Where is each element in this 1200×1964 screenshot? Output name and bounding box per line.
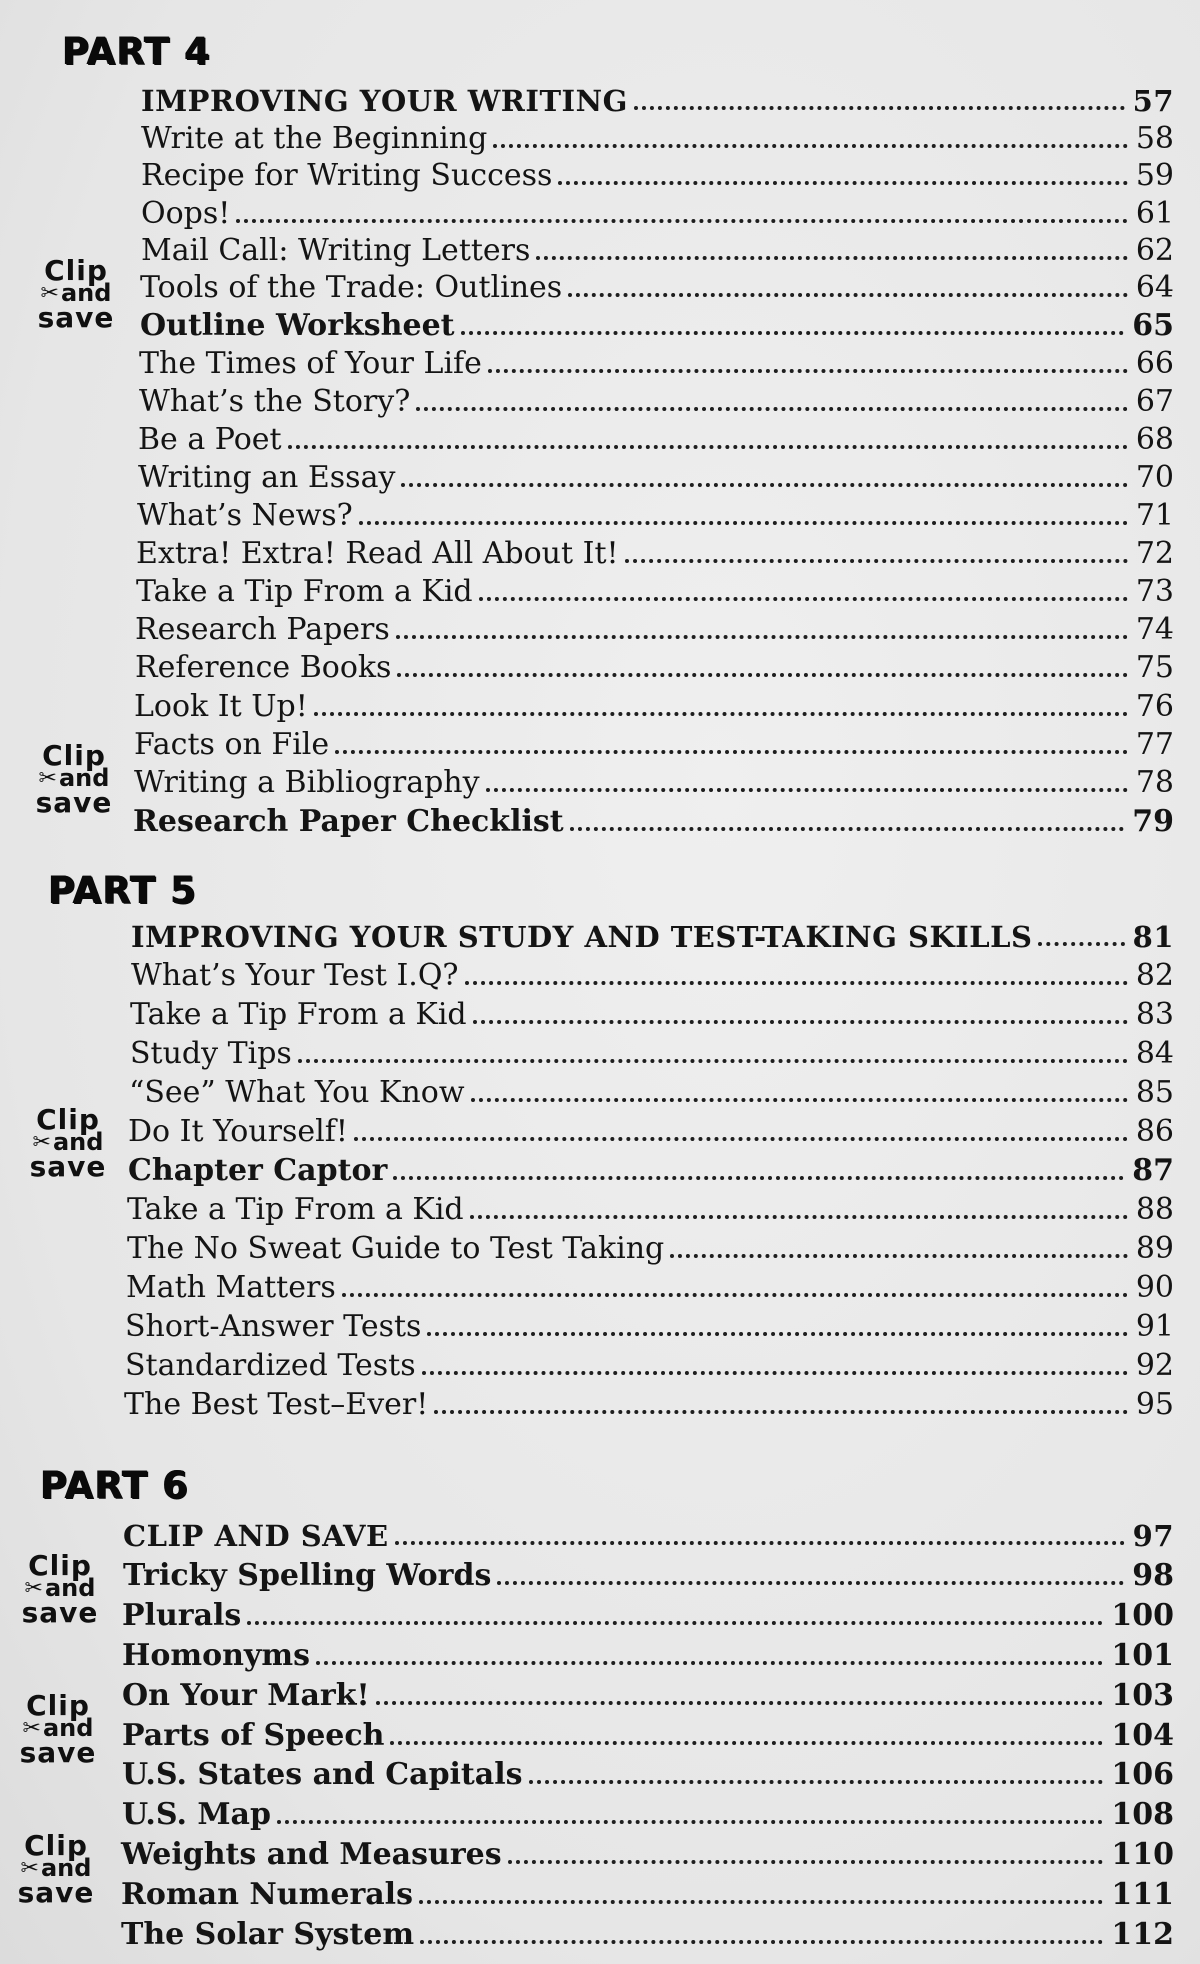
dot-leader	[465, 981, 1128, 985]
scissors-icon: ✂	[24, 1576, 43, 1602]
entry-title: Research Paper Checklist	[133, 804, 564, 839]
clip-and-save-badge	[30, 254, 122, 334]
toc-entry[interactable]	[122, 1635, 1174, 1671]
entry-title: Take a Tip From a Kid	[130, 997, 467, 1032]
dot-leader	[422, 1371, 1128, 1375]
dot-leader	[298, 1059, 1128, 1063]
dot-leader	[277, 1820, 1103, 1824]
dot-leader	[493, 144, 1128, 148]
clip-word: Clip	[24, 1829, 88, 1862]
toc-entry[interactable]	[121, 1874, 1174, 1910]
entry-page: 58	[1135, 121, 1174, 156]
toc-entry[interactable]	[141, 155, 1174, 191]
entry-page: 72	[1135, 536, 1174, 571]
save-word: save	[17, 1875, 95, 1909]
toc-entry[interactable]	[134, 724, 1174, 760]
dot-leader	[470, 1215, 1128, 1219]
entry-page: 86	[1135, 1114, 1174, 1149]
and-word: and	[52, 1128, 104, 1157]
entry-page: 112	[1111, 1917, 1174, 1952]
entry-title: Math Matters	[126, 1270, 336, 1305]
entry-title: “See” What You Know	[129, 1075, 465, 1110]
entry-page: 57	[1132, 84, 1174, 118]
entry-page: 97	[1132, 1519, 1174, 1553]
entry-title: Standardized Tests	[125, 1348, 416, 1383]
toc-entry[interactable]	[127, 1228, 1174, 1264]
entry-title: Tricky Spelling Words	[123, 1558, 492, 1593]
entry-title: U.S. Map	[122, 1797, 271, 1832]
and-word: and	[42, 1714, 94, 1743]
entry-title: Writing a Bibliography	[134, 765, 480, 800]
dot-leader	[359, 521, 1128, 525]
dot-leader	[568, 293, 1128, 297]
dot-leader	[419, 1900, 1103, 1904]
entry-page: 95	[1135, 1387, 1174, 1422]
entry-page: 101	[1111, 1638, 1174, 1673]
entry-title: What’s the Story?	[139, 384, 411, 419]
clip-and-save-badge	[10, 1829, 102, 1909]
dot-leader	[288, 445, 1128, 449]
entry-title: Take a Tip From a Kid	[127, 1192, 464, 1227]
dot-leader	[471, 1098, 1128, 1102]
entry-page: 108	[1111, 1797, 1174, 1832]
entry-page: 91	[1135, 1309, 1174, 1344]
entry-page: 92	[1135, 1348, 1174, 1383]
dot-leader	[316, 1661, 1103, 1665]
entry-page: 104	[1111, 1718, 1174, 1753]
entry-title: The Solar System	[121, 1917, 415, 1952]
entry-title: Plurals	[122, 1598, 242, 1633]
dot-leader	[335, 750, 1128, 754]
toc-entry[interactable]	[124, 1384, 1174, 1420]
entry-page: 73	[1135, 574, 1174, 609]
entry-title: Research Papers	[135, 612, 390, 647]
toc-entry[interactable]	[123, 1515, 1174, 1551]
entry-page: 78	[1135, 765, 1174, 800]
entry-page: 90	[1135, 1270, 1174, 1305]
toc-entry[interactable]	[135, 647, 1174, 683]
toc-entry[interactable]	[141, 193, 1174, 229]
and-word: and	[60, 279, 112, 308]
toc-entry[interactable]	[122, 1715, 1174, 1751]
entry-title: Writing an Essay	[138, 460, 396, 495]
toc-entry[interactable]	[133, 801, 1174, 837]
entry-page: 61	[1135, 196, 1174, 231]
toc-entry[interactable]	[122, 1754, 1174, 1790]
entry-title: Homonyms	[122, 1638, 310, 1673]
entry-title: Oops!	[141, 196, 231, 231]
entry-page: 85	[1135, 1075, 1174, 1110]
dot-leader	[625, 559, 1128, 563]
dot-leader	[376, 1701, 1104, 1705]
dot-leader	[497, 1581, 1124, 1585]
dot-leader	[1038, 942, 1124, 946]
dot-leader	[529, 1780, 1104, 1784]
entry-page: 84	[1135, 1036, 1174, 1071]
toc-entry[interactable]	[141, 230, 1174, 266]
dot-leader	[508, 1860, 1104, 1864]
clip-word: Clip	[36, 1103, 100, 1136]
entry-title: Facts on File	[134, 727, 330, 762]
toc-entry[interactable]	[125, 1306, 1174, 1342]
entry-title: Reference Books	[135, 650, 392, 685]
clip-word: Clip	[44, 254, 108, 287]
entry-page: 77	[1135, 727, 1174, 762]
dot-leader	[236, 219, 1128, 223]
entry-page: 62	[1135, 233, 1174, 268]
entry-title: Parts of Speech	[122, 1718, 385, 1753]
toc-entry[interactable]	[121, 1914, 1174, 1950]
entry-page: 82	[1135, 958, 1174, 993]
and-word: and	[44, 1574, 96, 1603]
entry-title: The No Sweat Guide to Test Taking	[127, 1231, 665, 1266]
entry-page: 98	[1132, 1558, 1174, 1593]
entry-title: Look It Up!	[134, 689, 308, 724]
dot-leader	[634, 106, 1125, 110]
entry-title: U.S. States and Capitals	[122, 1757, 523, 1792]
entry-page: 111	[1111, 1877, 1174, 1912]
dot-leader	[416, 407, 1128, 411]
toc-entry[interactable]	[127, 1189, 1174, 1225]
toc-entry[interactable]	[141, 80, 1174, 116]
entry-title: Weights and Measures	[121, 1837, 502, 1872]
toc-entry[interactable]	[136, 533, 1174, 569]
entry-page: 76	[1135, 689, 1174, 724]
entry-title: Extra! Extra! Read All About It!	[136, 536, 619, 571]
toc-entry[interactable]	[131, 955, 1174, 991]
clip-and-save-badge	[12, 1689, 104, 1769]
toc-entry[interactable]	[139, 381, 1174, 417]
entry-page: 100	[1111, 1598, 1174, 1633]
save-word: save	[37, 300, 115, 334]
dot-leader	[390, 1741, 1103, 1745]
toc-entry[interactable]	[129, 1072, 1174, 1108]
entry-title: Outline Worksheet	[140, 308, 455, 343]
toc-entry[interactable]	[139, 343, 1174, 379]
entry-title: Write at the Beginning	[141, 121, 488, 156]
dot-leader	[670, 1254, 1128, 1258]
entry-page: 88	[1135, 1192, 1174, 1227]
toc-entry[interactable]	[137, 495, 1174, 531]
dot-leader	[558, 181, 1127, 185]
toc-entry[interactable]	[141, 118, 1174, 154]
and-word: and	[40, 1854, 92, 1883]
entry-page: 65	[1132, 308, 1174, 343]
part-6-heading: PART 6	[40, 1464, 190, 1507]
toc-entry[interactable]	[130, 1033, 1174, 1069]
save-word: save	[19, 1735, 97, 1769]
dot-leader	[427, 1332, 1127, 1336]
entry-title: Be a Poet	[138, 422, 282, 457]
clip-and-save-badge	[14, 1549, 106, 1629]
entry-page: 75	[1135, 650, 1174, 685]
toc-entry[interactable]	[123, 1555, 1174, 1591]
dot-leader	[342, 1293, 1128, 1297]
entry-page: 103	[1111, 1678, 1174, 1713]
toc-entry[interactable]	[128, 1111, 1174, 1147]
entry-title: Study Tips	[130, 1036, 292, 1071]
entry-title: IMPROVING YOUR STUDY AND TEST-TAKING SKILLS	[131, 920, 1033, 954]
toc-entry[interactable]	[138, 419, 1174, 455]
entry-title: IMPROVING YOUR WRITING	[141, 84, 628, 118]
entry-page: 70	[1135, 460, 1174, 495]
clip-word: Clip	[26, 1689, 90, 1722]
dot-leader	[461, 331, 1125, 335]
toc-entry[interactable]	[125, 1345, 1174, 1381]
entry-page: 83	[1135, 997, 1174, 1032]
dot-leader	[434, 1410, 1128, 1414]
toc-entry[interactable]	[140, 305, 1174, 341]
clip-and-save-badge	[28, 739, 120, 819]
save-word: save	[21, 1595, 99, 1629]
dot-leader	[479, 597, 1128, 601]
save-word: save	[35, 785, 113, 819]
toc-entry[interactable]	[138, 457, 1174, 493]
toc-entry[interactable]	[135, 609, 1174, 645]
toc-entry[interactable]	[131, 916, 1174, 952]
toc-entry[interactable]	[122, 1794, 1174, 1830]
part-5-heading: PART 5	[48, 869, 198, 912]
dot-leader	[401, 483, 1127, 487]
dot-leader	[536, 256, 1127, 260]
toc-entry[interactable]	[134, 762, 1174, 798]
entry-title: Roman Numerals	[121, 1877, 413, 1912]
entry-page: 79	[1132, 804, 1174, 839]
entry-title: Do It Yourself!	[128, 1114, 348, 1149]
dot-leader	[396, 635, 1128, 639]
dot-leader	[486, 788, 1128, 792]
entry-page: 68	[1135, 422, 1174, 457]
clip-word: Clip	[42, 739, 106, 772]
dot-leader	[393, 1176, 1124, 1180]
and-word: and	[58, 764, 110, 793]
entry-page: 59	[1135, 158, 1174, 193]
entry-title: What’s Your Test I.Q?	[131, 958, 459, 993]
entry-page: 71	[1135, 498, 1174, 533]
entry-title: CLIP AND SAVE	[123, 1519, 389, 1553]
toc-entry[interactable]	[140, 267, 1174, 303]
entry-title: Tools of the Trade: Outlines	[140, 270, 563, 305]
entry-title: Recipe for Writing Success	[141, 158, 553, 193]
entry-page: 89	[1135, 1231, 1174, 1266]
scissors-icon: ✂	[40, 281, 59, 307]
entry-page: 67	[1135, 384, 1174, 419]
dot-leader	[473, 1020, 1128, 1024]
part-4-heading: PART 4	[62, 30, 212, 73]
toc-entry[interactable]	[121, 1834, 1174, 1870]
save-word: save	[29, 1149, 107, 1183]
toc-entry[interactable]	[128, 1150, 1174, 1186]
entry-page: 110	[1111, 1837, 1174, 1872]
dot-leader	[570, 827, 1125, 831]
entry-title: Short-Answer Tests	[125, 1309, 422, 1344]
entry-title: Take a Tip From a Kid	[136, 574, 473, 609]
dot-leader	[488, 369, 1128, 373]
toc-entry[interactable]	[122, 1595, 1174, 1631]
dot-leader	[247, 1621, 1103, 1625]
entry-page: 64	[1135, 270, 1174, 305]
entry-title: Mail Call: Writing Letters	[141, 233, 531, 268]
toc-entry[interactable]	[126, 1267, 1174, 1303]
scissors-icon: ✂	[20, 1856, 39, 1882]
scissors-icon: ✂	[32, 1130, 51, 1156]
toc-entry[interactable]	[122, 1675, 1174, 1711]
dot-leader	[354, 1137, 1128, 1141]
scissors-icon: ✂	[22, 1716, 41, 1742]
entry-title: What’s News?	[137, 498, 353, 533]
entry-title: Chapter Captor	[128, 1153, 388, 1188]
clip-word: Clip	[28, 1549, 92, 1582]
toc-entry[interactable]	[130, 994, 1174, 1030]
entry-title: The Times of Your Life	[139, 346, 482, 381]
entry-page: 81	[1132, 920, 1174, 954]
toc-entry[interactable]	[134, 686, 1174, 722]
clip-and-save-badge	[22, 1103, 114, 1183]
entry-title: On Your Mark!	[122, 1678, 370, 1713]
entry-page: 87	[1132, 1153, 1174, 1188]
entry-page: 74	[1135, 612, 1174, 647]
dot-leader	[395, 1541, 1125, 1545]
dot-leader	[397, 673, 1127, 677]
entry-page: 66	[1135, 346, 1174, 381]
scissors-icon: ✂	[38, 766, 57, 792]
entry-page: 106	[1111, 1757, 1174, 1792]
dot-leader	[314, 712, 1128, 716]
toc-entry[interactable]	[136, 571, 1174, 607]
dot-leader	[420, 1940, 1103, 1944]
entry-title: The Best Test–Ever!	[124, 1387, 429, 1422]
